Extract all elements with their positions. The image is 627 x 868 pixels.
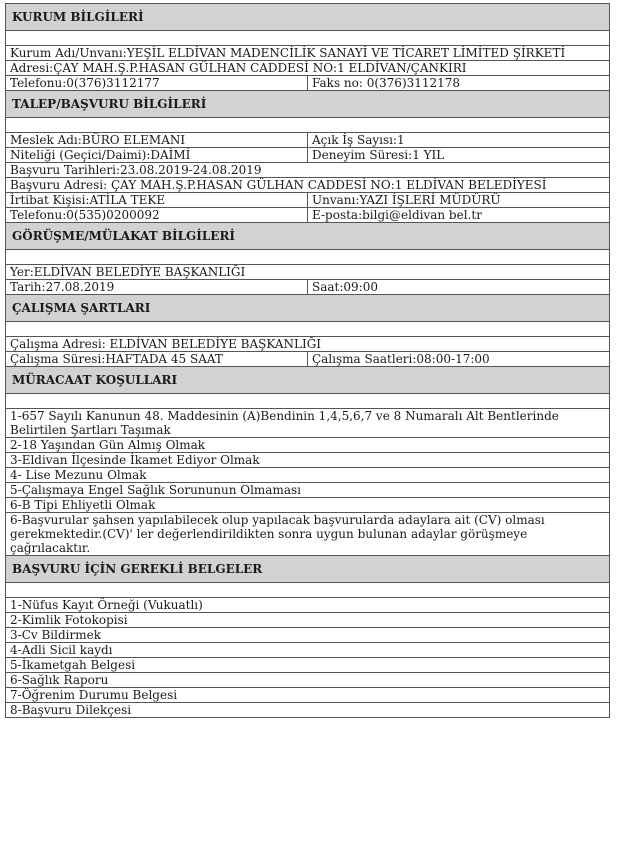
belge-item: 8-Başvuru Dilekçesi — [6, 703, 610, 718]
niteligi: Niteliği (Geçici/Daimi):DAİMİ — [6, 148, 308, 163]
deneyim-suresi: Deneyim Süresi:1 YIL — [308, 148, 610, 163]
muracaat-item: 2-18 Yaşından Gün Almış Olmak — [6, 438, 610, 453]
belge-item: 6-Sağlık Raporu — [6, 673, 610, 688]
belge-item: 7-Öğrenim Durumu Belgesi — [6, 688, 610, 703]
kurum-adres: Adresi:ÇAY MAH.Ş.P.HASAN GÜLHAN CADDESİ NO:1 ELDİVAN/ÇANKIRI — [6, 61, 610, 76]
basvuru-adresi: Başvuru Adresi: ÇAY MAH.Ş.P.HASAN GÜLHAN CADDESİ NO:1 ELDİVAN BELEDİYESİ — [6, 178, 610, 193]
section-header-gorusme: GÖRÜŞME/MÜLAKAT BİLGİLERİ — [6, 223, 610, 250]
belge-item: 5-İkametgah Belgesi — [6, 658, 610, 673]
basvuru-tarihleri: Başvuru Tarihleri:23.08.2019-24.08.2019 — [6, 163, 610, 178]
document-sheet — [5, 3, 609, 718]
belge-item: 2-Kimlik Fotokopisi — [6, 613, 610, 628]
section-header-calisma: ÇALIŞMA ŞARTLARI — [6, 295, 610, 322]
spacer — [6, 250, 610, 265]
kurum-faks: Faks no: 0(376)3112178 — [308, 76, 610, 91]
section-header-kurum: KURUM BİLGİLERİ — [6, 4, 610, 31]
muracaat-item: 1-657 Sayılı Kanunun 48. Maddesinin (A)Bendinin 1,4,5,6,7 ve 8 Numaralı Alt Bentlerinde Belirtilen Şartları Taşımak — [6, 409, 610, 438]
acik-is-sayisi: Açık İş Sayısı:1 — [308, 133, 610, 148]
irtibat-kisisi: İrtibat Kişisi:ATİLA TEKE — [6, 193, 308, 208]
calisma-adresi: Çalışma Adresi: ELDİVAN BELEDİYE BAŞKANLIĞI — [6, 337, 610, 352]
section-header-muracaat: MÜRACAAT KOŞULLARI — [6, 367, 610, 394]
belge-item: 4-Adli Sicil kaydı — [6, 643, 610, 658]
belge-item: 3-Cv Bildirmek — [6, 628, 610, 643]
kurum-telefon: Telefonu:0(376)3112177 — [6, 76, 308, 91]
talep-telefon: Telefonu:0(535)0200092 — [6, 208, 308, 223]
muracaat-item: 4- Lise Mezunu Olmak — [6, 468, 610, 483]
job-posting-table — [5, 3, 610, 718]
spacer — [6, 394, 610, 409]
spacer — [6, 583, 610, 598]
meslek-adi: Meslek Adı:BÜRO ELEMANI — [6, 133, 308, 148]
calisma-saatleri: Çalışma Saatleri:08:00-17:00 — [308, 352, 610, 367]
spacer — [6, 322, 610, 337]
calisma-suresi: Çalışma Süresi:HAFTADA 45 SAAT — [6, 352, 308, 367]
spacer — [6, 118, 610, 133]
section-header-belgeler: BAŞVURU İÇİN GEREKLİ BELGELER — [6, 556, 610, 583]
spacer — [6, 31, 610, 46]
belge-item: 1-Nüfus Kayıt Örneği (Vukuatlı) — [6, 598, 610, 613]
gorusme-tarih: Tarih:27.08.2019 — [6, 280, 308, 295]
irtibat-unvani: Unvanı:YAZI İŞLERİ MÜDÜRÜ — [308, 193, 610, 208]
talep-eposta: E-posta:bilgi@eldivan bel.tr — [308, 208, 610, 223]
section-header-talep: TALEP/BAŞVURU BİLGİLERİ — [6, 91, 610, 118]
muracaat-item: 6-Başvurular şahsen yapılabilecek olup yapılacak başvurularda adaylara ait (CV) olması gerekmektedir.(CV)' ler değerlendirildikten sonra uygun bulunan adaylar görüşmeye çağrılacaktır. — [6, 513, 610, 556]
kurum-adi: Kurum Adı/Unvanı:YEŞİL ELDİVAN MADENCİLİK SANAYİ VE TİCARET LİMİTED ŞİRKETİ — [6, 46, 610, 61]
muracaat-item: 3-Eldivan İlçesinde İkamet Ediyor Olmak — [6, 453, 610, 468]
muracaat-item: 5-Çalışmaya Engel Sağlık Sorununun Olmaması — [6, 483, 610, 498]
gorusme-saat: Saat:09:00 — [308, 280, 610, 295]
muracaat-item: 6-B Tipi Ehliyetli Olmak — [6, 498, 610, 513]
gorusme-yer: Yer:ELDİVAN BELEDİYE BAŞKANLIĞI — [6, 265, 610, 280]
